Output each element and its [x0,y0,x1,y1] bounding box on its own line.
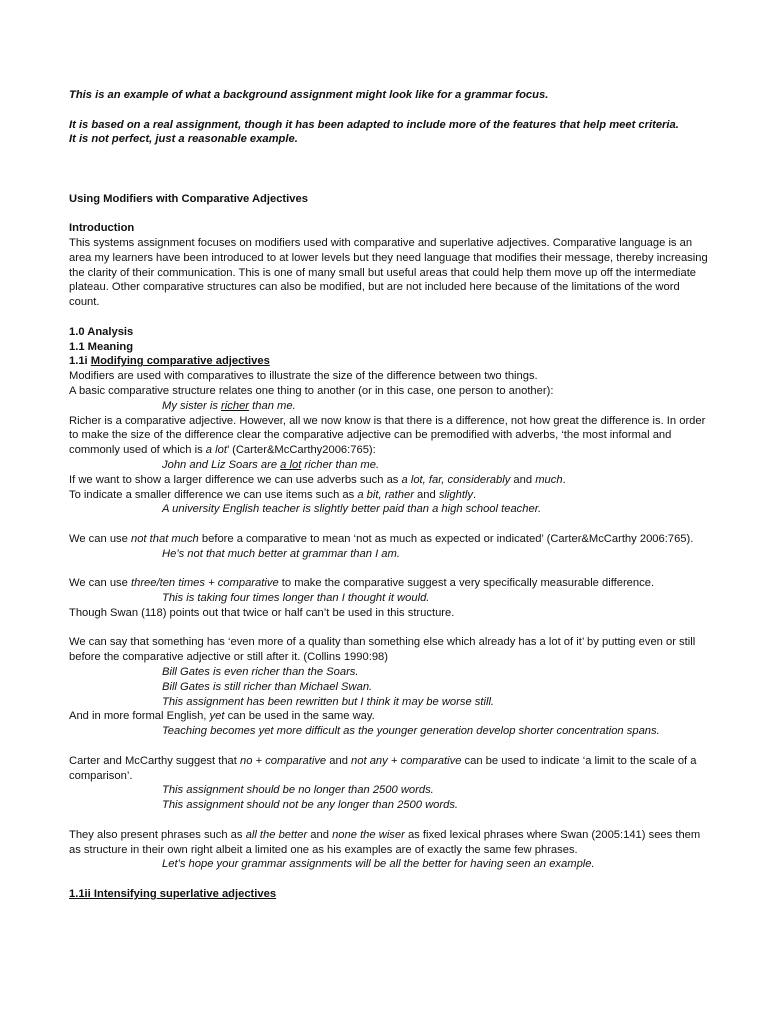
example-sentence: This is taking four times longer than I thought it would. [162,592,430,605]
paragraph: Richer is a comparative adjective. However, all we now know is that there is a difference, not how great the difference is. In order to make the size of the difference clear the comparative adjective can be premodified with adverbs, ‘the most informal and commonly used of which is a lot’ (Carter&McCarthy2006:765): [69,414,706,457]
paragraph: We can say that something has ‘even more of a quality than something else which already has a lot of it’ by putting even or still before the comparative adjective or still after it. (Collins 1990:98) [69,636,696,664]
paragraph: They also present phrases such as all the better and none the wiser as fixed lexical phrases where Swan (2005:141) sees them as structure in their own right albeit a limited one as his examples are of exactly the same few phrases. [69,828,701,856]
example-sentence: This assignment should not be any longer than 2500 words. [162,799,459,812]
section-heading-analysis: 1.0 Analysis [69,325,134,338]
section-number: 1.1i [69,355,88,368]
example-sentence: John and Liz Soars are a lot richer than me. [162,458,380,471]
section-heading-meaning: 1.1 Meaning [69,340,134,353]
example-sentence: This assignment has been rewritten but I think it may be worse still. [162,695,495,708]
section-title: Modifying comparative adjectives [90,355,270,368]
example-sentence: Bill Gates is still richer than Michael Swan. [162,680,373,693]
intro-note-line-2: It is based on a real assignment, though it has been adapted to include more of the features that help meet criteria. [69,118,679,131]
intro-note-line-3: It is not perfect, just a reasonable example. [69,133,298,146]
example-sentence: He’s not that much better at grammar than I am. [162,547,400,560]
paragraph: Carter and McCarthy suggest that no + comparative and not any + comparative can be used to indicate ‘a limit to the scale of a comparison’. [69,754,697,782]
introduction-paragraph: This systems assignment focuses on modifiers used with comparative and superlative adjectives. Comparative language is an area my learners have been introduced to at lower levels but they need language that modifies their message, thereby increasing the clarity of their communication. This is one of many small but useful areas that could help them move up off the intermediate plateau. Other comparative structures can also be modified, but are not included here because of the limitations of the word count. [69,236,708,309]
intro-note-line-1: This is an example of what a background assignment might look like for a grammar focus. [69,89,549,101]
example-sentence: Teaching becomes yet more difficult as the younger generation develop shorter concentration spans. [162,725,660,738]
paragraph: To indicate a smaller difference we can use items such as a bit, rather and slightly. [69,488,477,501]
example-sentence: My sister is richer than me. [162,399,296,412]
paragraph: We can use three/ten times + comparative to make the comparative suggest a very specifically measurable difference. [69,577,655,590]
paragraph: A basic comparative structure relates one thing to another (or in this case, one person to another): [69,384,554,397]
document-body [69,88,709,902]
section-heading-modifying [69,354,709,369]
paragraph: If we want to show a larger difference we can use adverbs such as a lot, far, considerably and much. [69,473,566,486]
example-sentence: This assignment should be no longer than 2500 words. [162,784,434,797]
paragraph: And in more formal English, yet can be used in the same way. [69,710,375,723]
example-sentence: Bill Gates is even richer than the Soars. [162,666,359,679]
introduction-heading: Introduction [69,222,135,235]
paragraph: Modifiers are used with comparatives to illustrate the size of the difference between two things. [69,370,538,383]
example-sentence: A university English teacher is slightly better paid than a high school teacher. [162,503,542,516]
section-heading-superlative: 1.1ii Intensifying superlative adjectives [69,888,277,901]
example-sentence: Let’s hope your grammar assignments will be all the better for having seen an example. [162,858,595,871]
document-title: Using Modifiers with Comparative Adjectives [69,192,308,205]
paragraph: We can use not that much before a comparative to mean ‘not as much as expected or indicated’ (Carter&McCarthy 2006:765). [69,532,694,545]
paragraph: Though Swan (118) points out that twice or half can’t be used in this structure. [69,606,455,619]
